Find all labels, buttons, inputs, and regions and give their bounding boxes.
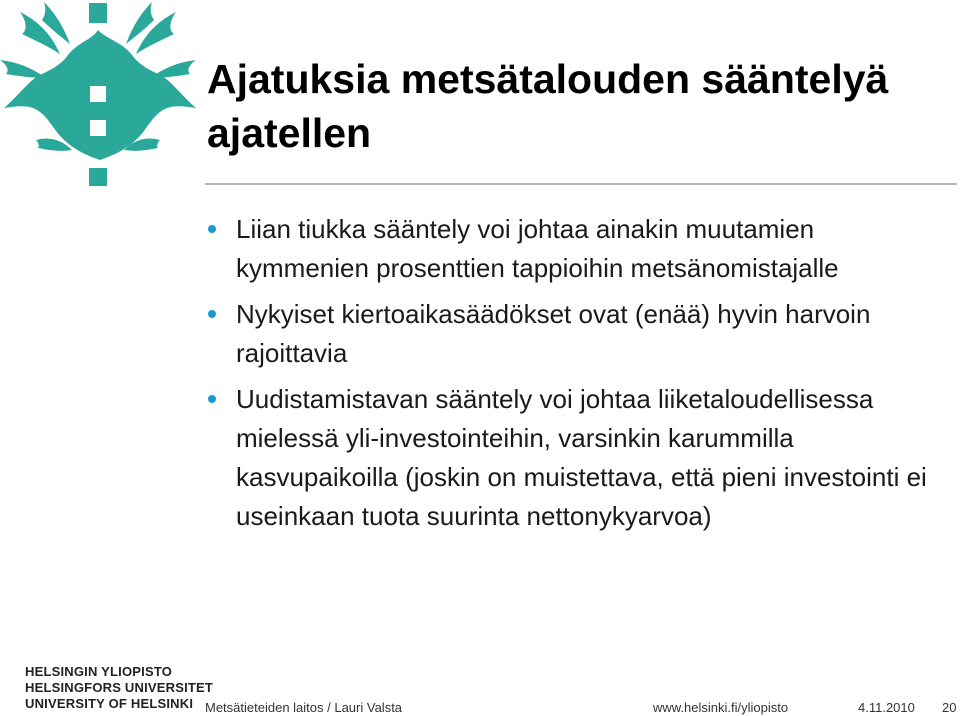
bullet-item [206, 210, 946, 288]
bullet-dot-icon [208, 395, 216, 403]
footer-url[interactable]: www.helsinki.fi/yliopisto [653, 700, 789, 715]
bullet-dot-icon [208, 225, 216, 233]
title-divider [205, 183, 957, 185]
bullet-item [206, 295, 946, 373]
footer-department: Metsätieteiden laitos / Lauri Valsta [205, 700, 403, 715]
slide-title: Ajatuksia metsätalouden sääntelyä ajatellen [207, 56, 889, 156]
page-number: 20 [942, 700, 957, 715]
bullet-item [206, 380, 946, 536]
bullet-text: Nykyiset kiertoaikasäädökset ovat (enää) hyvin harvoin rajoittavia [236, 299, 871, 368]
university-name-fi: HELSINGIN YLIOPISTO [25, 664, 173, 679]
bullet-list [206, 210, 946, 543]
university-name-en: UNIVERSITY OF HELSINKI [25, 696, 194, 711]
bullet-text: Liian tiukka sääntely voi johtaa ainakin muutamien kymmenien prosenttien tappioihin metsänomistajalle [236, 214, 839, 283]
university-name-sv: HELSINGFORS UNIVERSITET [25, 680, 214, 695]
university-names [25, 664, 213, 712]
footer-date: 4.11.2010 [858, 700, 915, 715]
bullet-dot-icon [208, 310, 216, 318]
bullet-text: Uudistamistavan sääntely voi johtaa liiketaloudellisessa mielessä yli-investointeihin, varsinkin karummilla kasvupaikoilla (joskin on muistettava, että pieni investointi ei useinkaan tuota suurinta nettonykyarvoa) [236, 384, 927, 531]
flame-logo-icon [0, 0, 200, 190]
